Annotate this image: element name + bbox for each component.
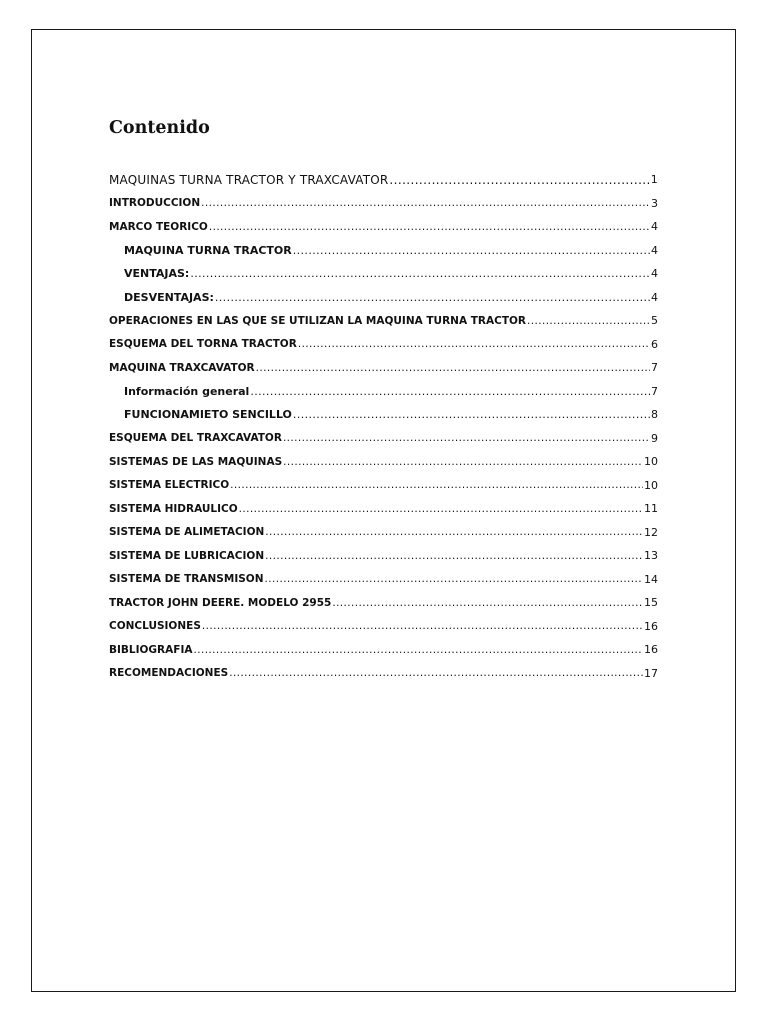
- toc-entry-label: CONCLUSIONES: [109, 620, 201, 633]
- toc-entry[interactable]: [109, 474, 658, 498]
- toc-entry-page: 4: [651, 290, 658, 304]
- toc-dot-leader: [229, 667, 643, 679]
- toc-entry-page: 17: [644, 666, 658, 680]
- toc-entry-label: SISTEMA HIDRAULICO: [109, 502, 238, 515]
- toc-subentry[interactable]: [109, 286, 658, 310]
- toc-entry-label: MAQUINA TRAXCAVATOR: [109, 361, 255, 374]
- toc-entry-page: 1: [650, 173, 658, 187]
- toc-entry-label: ESQUEMA DEL TRAXCAVATOR: [109, 432, 282, 445]
- toc-entry-page: 12: [644, 525, 658, 539]
- toc-dot-leader: [283, 456, 643, 468]
- toc-entry[interactable]: [109, 591, 658, 615]
- toc-entry-page: 4: [651, 220, 658, 234]
- toc-entry[interactable]: [109, 615, 658, 639]
- toc-dot-leader: [215, 291, 650, 304]
- table-of-contents: [109, 168, 658, 685]
- toc-dot-leader: [283, 432, 650, 444]
- toc-dot-leader: [265, 573, 644, 585]
- toc-entry-page: 13: [644, 549, 658, 563]
- toc-entry-page: 3: [651, 196, 658, 210]
- toc-entry-label: Información general: [124, 384, 250, 398]
- toc-entry[interactable]: [109, 662, 658, 686]
- toc-entry-page: 10: [644, 455, 658, 469]
- toc-entry[interactable]: [109, 192, 658, 216]
- toc-subentry[interactable]: [109, 262, 658, 286]
- toc-entry[interactable]: [109, 168, 658, 192]
- toc-subentry[interactable]: [109, 380, 658, 404]
- toc-dot-leader: [389, 173, 649, 187]
- toc-entry[interactable]: [109, 521, 658, 545]
- toc-dot-leader: [332, 597, 643, 609]
- toc-dot-leader: [265, 526, 643, 538]
- toc-entry-page: 11: [644, 502, 658, 516]
- toc-entry-label: SISTEMA DE ALIMETACION: [109, 526, 265, 539]
- toc-entry-page: 16: [644, 643, 658, 657]
- toc-title: Contenido: [109, 118, 210, 138]
- toc-entry-label: SISTEMA DE LUBRICACION: [109, 549, 265, 562]
- toc-entry[interactable]: [109, 356, 658, 380]
- toc-entry-label: BIBLIOGRAFIA: [109, 643, 193, 656]
- toc-dot-leader: [239, 503, 643, 515]
- toc-entry-page: 6: [651, 337, 658, 351]
- toc-entry-label: RECOMENDACIONES: [109, 667, 229, 680]
- toc-entry-label: FUNCIONAMIETO SENCILLO: [124, 408, 292, 422]
- toc-entry[interactable]: [109, 544, 658, 568]
- toc-dot-leader: [293, 408, 650, 421]
- toc-entry-label: SISTEMA DE TRANSMISON: [109, 573, 264, 586]
- toc-entry[interactable]: [109, 427, 658, 451]
- toc-entry-page: 14: [644, 572, 658, 586]
- toc-entry[interactable]: [109, 497, 658, 521]
- toc-dot-leader: [298, 338, 650, 350]
- toc-entry-page: 5: [651, 314, 658, 328]
- toc-entry-label: VENTAJAS:: [124, 267, 190, 281]
- toc-dot-leader: [193, 644, 643, 656]
- toc-entry-page: 15: [644, 596, 658, 610]
- toc-entry-label: MARCO TEORICO: [109, 220, 208, 233]
- toc-entry-label: OPERACIONES EN LAS QUE SE UTILIZAN LA MAQUINA TURNA TRACTOR: [109, 314, 526, 327]
- toc-dot-leader: [190, 267, 650, 280]
- toc-dot-leader: [293, 244, 650, 257]
- toc-entry[interactable]: [109, 450, 658, 474]
- toc-entry[interactable]: [109, 568, 658, 592]
- toc-entry-label: SISTEMAS DE LAS MAQUINAS: [109, 455, 283, 468]
- toc-entry-label: TRACTOR JOHN DEERE. MODELO 2955: [109, 596, 332, 609]
- toc-dot-leader: [250, 385, 650, 398]
- toc-dot-leader: [256, 362, 650, 374]
- toc-entry-page: 9: [651, 431, 658, 445]
- toc-entry-label: MAQUINAS TURNA TRACTOR Y TRAXCAVATOR: [109, 172, 389, 187]
- toc-entry-label: INTRODUCCION: [109, 197, 201, 210]
- toc-entry-label: MAQUINA TURNA TRACTOR: [124, 243, 292, 257]
- toc-entry-label: ESQUEMA DEL TORNA TRACTOR: [109, 338, 297, 351]
- toc-entry[interactable]: [109, 215, 658, 239]
- toc-dot-leader: [201, 197, 650, 209]
- toc-entry-label: DESVENTAJAS:: [124, 290, 214, 304]
- toc-entry[interactable]: [109, 309, 658, 333]
- toc-dot-leader: [527, 315, 650, 327]
- toc-entry[interactable]: [109, 638, 658, 662]
- toc-dot-leader: [265, 550, 643, 562]
- toc-entry-page: 7: [651, 361, 658, 375]
- toc-entry-page: 8: [651, 408, 658, 422]
- toc-subentry[interactable]: [109, 403, 658, 427]
- toc-entry-page: 4: [651, 243, 658, 257]
- toc-dot-leader: [230, 479, 643, 491]
- toc-entry-label: SISTEMA ELECTRICO: [109, 479, 230, 492]
- toc-entry[interactable]: [109, 333, 658, 357]
- toc-entry-page: 7: [651, 384, 658, 398]
- toc-entry-page: 10: [644, 478, 658, 492]
- toc-dot-leader: [202, 620, 643, 632]
- toc-dot-leader: [209, 221, 650, 233]
- toc-entry-page: 16: [644, 619, 658, 633]
- toc-subentry[interactable]: [109, 239, 658, 263]
- toc-entry-page: 4: [651, 267, 658, 281]
